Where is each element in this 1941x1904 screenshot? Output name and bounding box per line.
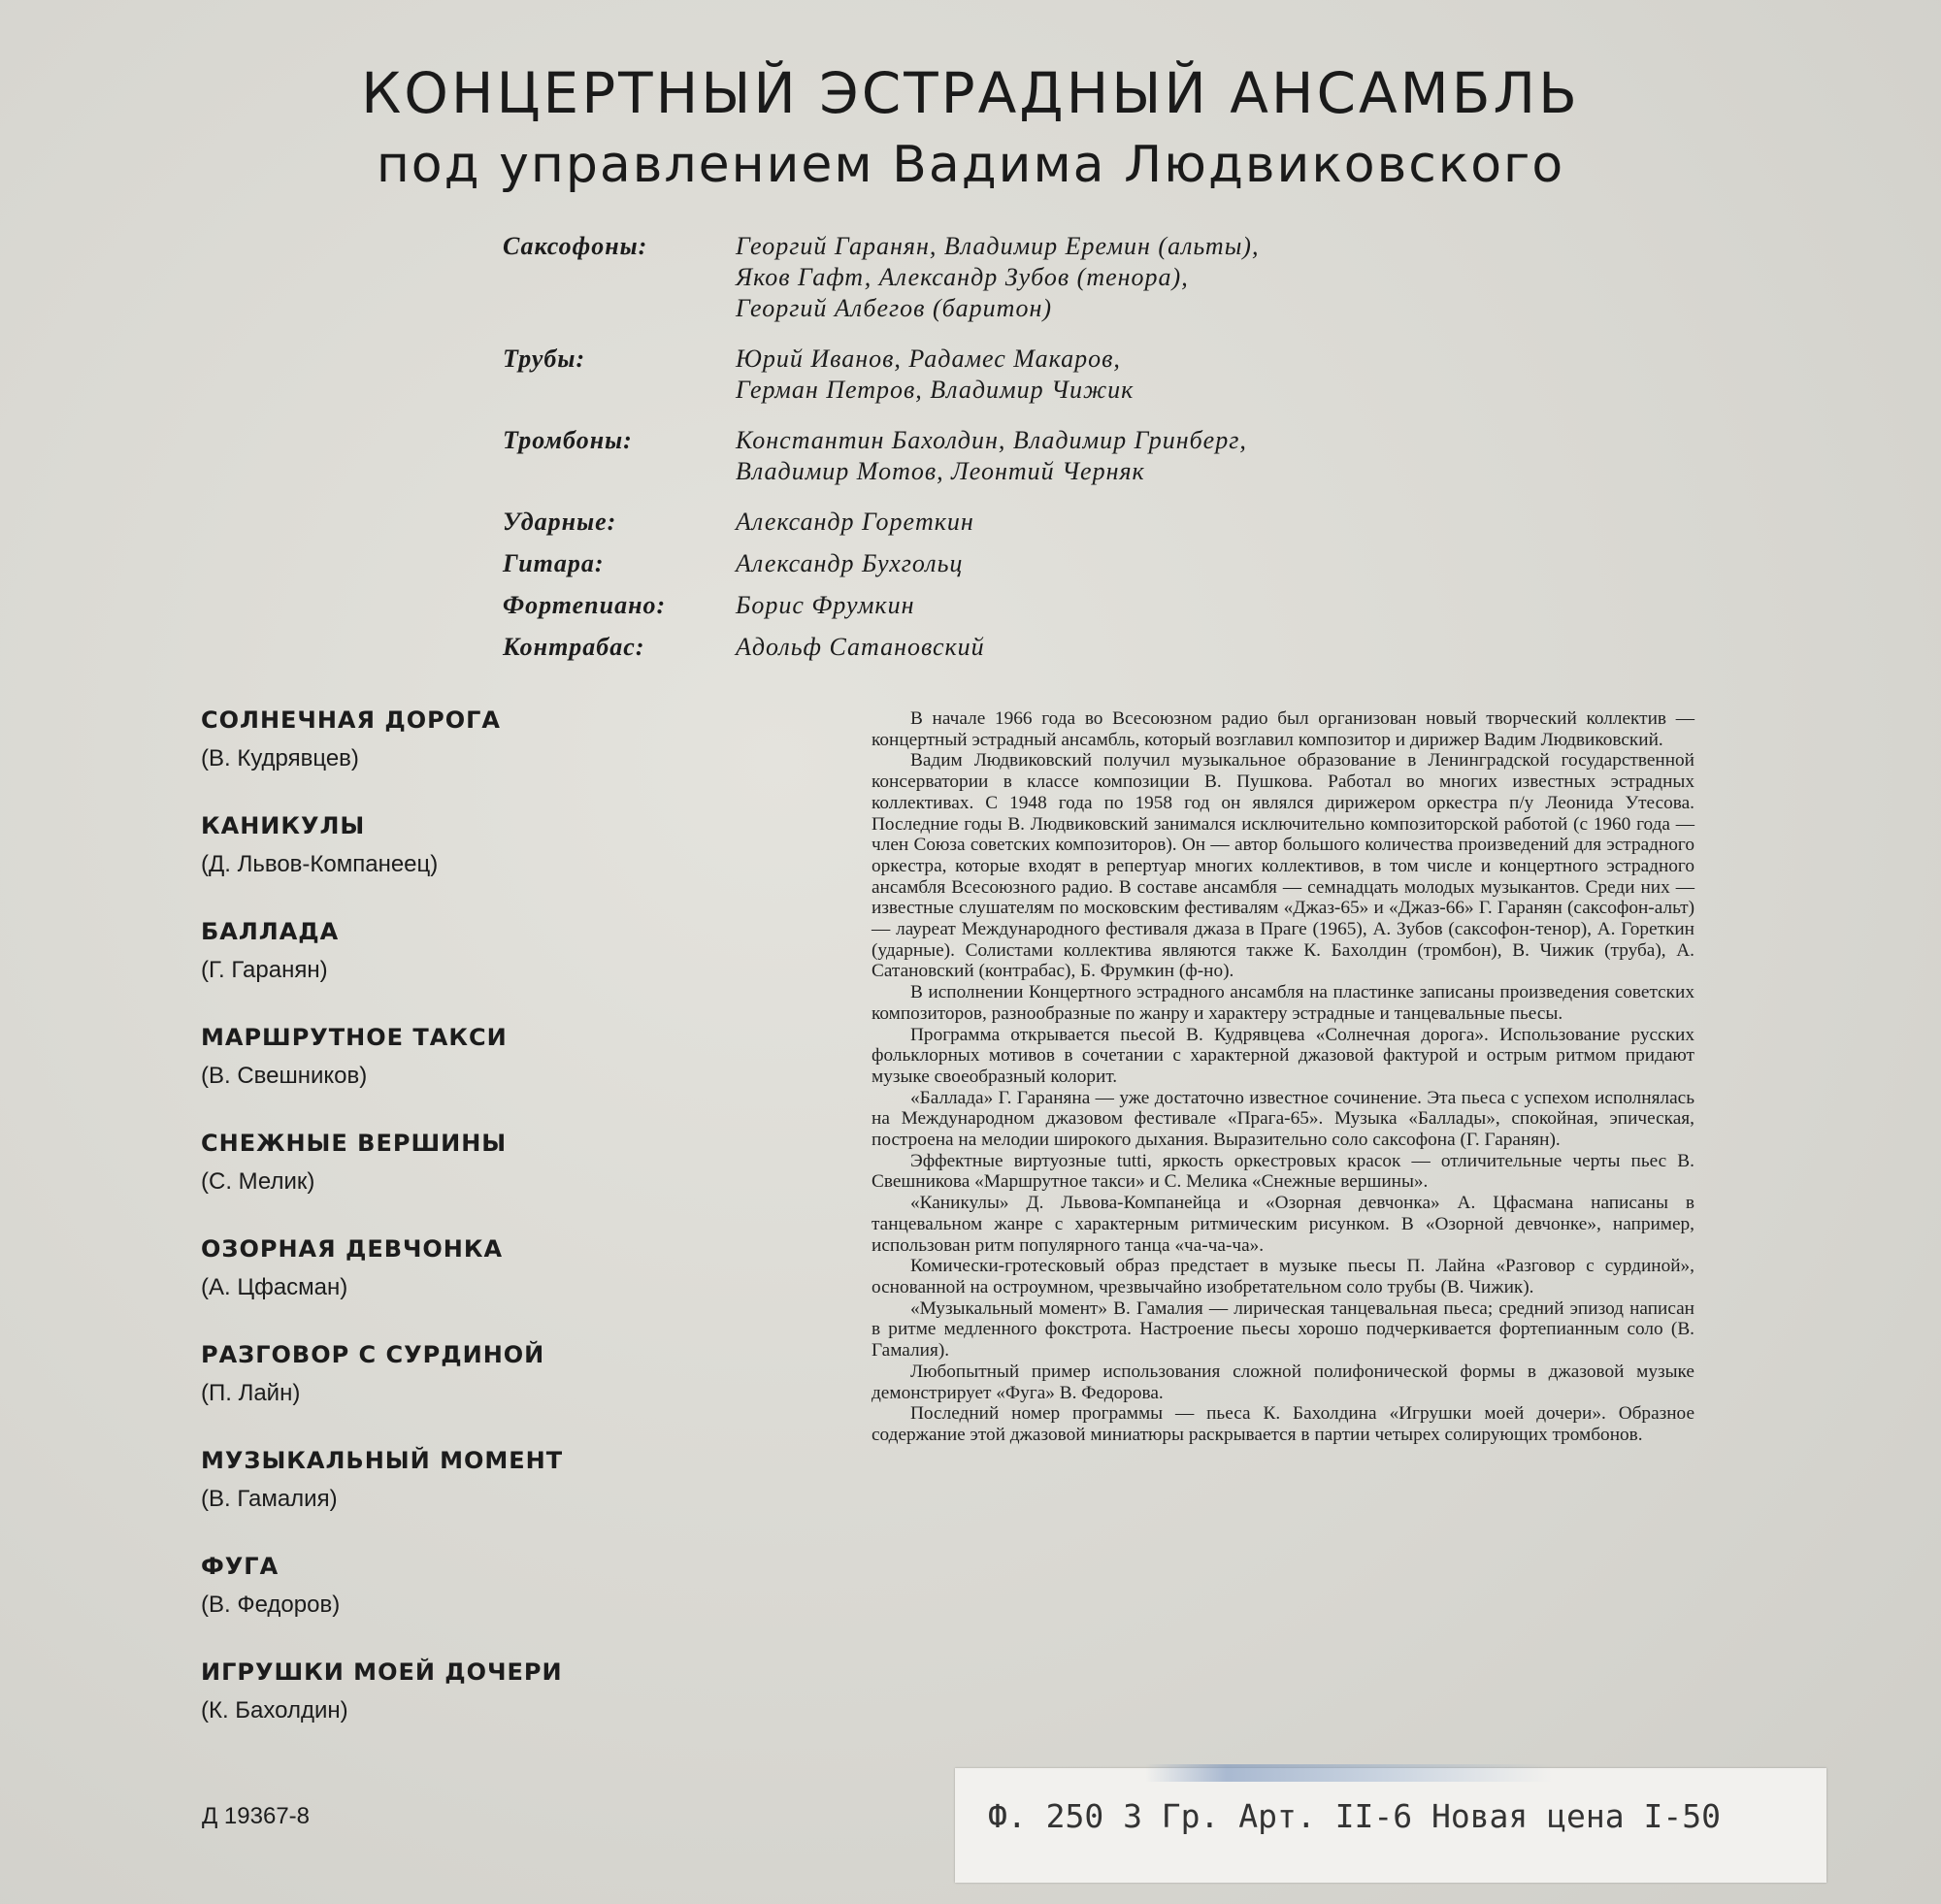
notes-paragraph: «Каникулы» Д. Львова-Компанейца и «Озорная девчонка» А. Цфасмана написаны в танцевальном жанре с характерным ритмическим рисунком. В «Озорной девчонке», например, использован ритм популярного танца «ча-ча-ча». [872, 1193, 1694, 1256]
instrument-label: Саксофоны: [503, 232, 648, 260]
track-item [201, 1230, 744, 1335]
musician-line: Георгий Албегов (баритон) [736, 294, 1053, 322]
track-title: МАРШРУТНОЕ ТАКСИ [201, 1024, 508, 1051]
track-title: ИГРУШКИ МОЕЙ ДОЧЕРИ [201, 1658, 563, 1686]
track-list [201, 701, 744, 1758]
musician-line: Адольф Сатановский [736, 633, 985, 661]
track-composer: (Д. Львов-Компанеец) [201, 851, 439, 877]
musician-names [736, 425, 1454, 487]
catalog-number: Д 19367-8 [202, 1803, 310, 1829]
roster-row-trumpets [503, 344, 1473, 406]
musician-names [736, 231, 1454, 324]
track-composer: (В. Федоров) [201, 1592, 341, 1618]
track-title: БАЛЛАДА [201, 918, 340, 945]
track-item [201, 1124, 744, 1230]
musician-line: Александр Горeткин [736, 508, 974, 536]
track-item [201, 1441, 744, 1547]
instrument-label: Контрабас: [503, 633, 645, 661]
notes-paragraph: Последний номер программы — пьеса К. Бахолдина «Игрушки моей дочери». Образное содержание этой джазовой миниатюры раскрывается в партии четырех солирующих тромбонов. [872, 1403, 1694, 1445]
notes-paragraph: Вадим Людвиковский получил музыкальное образование в Ленинградской государственной консерватории в классе композиции В. Пушкова. Работал во многих известных эстрадных коллективах. С 1948 года по 1958 год он являлся дирижером оркестра п/у Леонида Утесова. Последние годы В. Людвиковский занимался исключительно композиторской работой (с 1960 года — член Союза советских композиторов). Он — автор большого количества произведений для эстрадного оркестра, которые входят в репертуар многих коллективов, в том числе и концертного эстрадного ансамбля Всесоюзного радио. В составе ансамбля — семнадцать молодых музыкантов. Среди них — известные слушателям по московским фестивалям «Джаз-65» и «Джаз-66» Г. Гаранян (саксофон-альт) — лауреат Международного фестиваля джаза в Праге (1965), А. Зубов (саксофон-тенор), А. Горeткин (ударные). Солистами коллектива являются также К. Бахолдин (тромбон), В. Чижик (труба), А. Сатановский (контрабас), Б. Фрумкин (ф-но). [872, 750, 1694, 982]
instrument-label: Трубы: [503, 345, 586, 373]
roster-row-drums [503, 507, 1473, 538]
notes-paragraph: В начале 1966 года во Всесоюзном радио был организован новый творческий коллектив — концертный эстрадный ансамбль, который возглавил композитор и дирижер Вадим Людвиковский. [872, 708, 1694, 750]
track-composer: (П. Лайн) [201, 1380, 301, 1406]
musician-line: Борис Фрумкин [736, 591, 915, 619]
track-composer: (С. Мелик) [201, 1168, 315, 1195]
track-item [201, 912, 744, 1018]
track-item [201, 806, 744, 912]
roster-row-piano [503, 590, 1473, 621]
musician-line: Владимир Мотов, Леонтий Черняк [736, 457, 1145, 485]
notes-paragraph: Программа открывается пьесой В. Кудрявцева «Солнечная дорога». Использование русских фольклорных мотивов в сочетании с характерной джазовой фактурой и острым ритмом придают музыке своеобразный колорит. [872, 1024, 1694, 1087]
notes-paragraph: Комически-гротесковый образ предстает в музыке пьесы П. Лайна «Разговор с сурдиной», основанной на остроумном, чрезвычайно изобретательном соло трубы (В. Чижик). [872, 1256, 1694, 1297]
musician-names [736, 507, 1454, 538]
musician-line: Герман Петров, Владимир Чижик [736, 376, 1135, 404]
instrument-label: Ударные: [503, 508, 617, 536]
musician-line: Яков Гафт, Александр Зубов (тенора), [736, 263, 1189, 291]
musician-line: Юрий Иванов, Радамес Макаров, [736, 345, 1121, 373]
liner-notes [872, 708, 1694, 1446]
track-item [201, 1335, 744, 1441]
track-title: ФУГА [201, 1553, 280, 1580]
notes-paragraph: В исполнении Концертного эстрадного ансамбля на пластинке записаны произведения советских композиторов, разнообразные по жанру и характеру эстрадные и танцевальные пьесы. [872, 982, 1694, 1024]
musician-line: Георгий Гаранян, Владимир Еремин (альты), [736, 232, 1260, 260]
musician-line: Александр Бухгольц [736, 549, 964, 577]
track-item [201, 1547, 744, 1653]
track-title: СНЕЖНЫЕ ВЕРШИНЫ [201, 1130, 508, 1157]
instrument-label: Тромбоны: [503, 426, 633, 454]
track-title: КАНИКУЛЫ [201, 812, 366, 839]
sticker-tape-mark [1145, 1764, 1553, 1782]
musician-names [736, 548, 1454, 579]
track-composer: (К. Бахолдин) [201, 1697, 348, 1723]
musician-names [736, 344, 1454, 406]
musician-names [736, 632, 1454, 663]
notes-paragraph: «Музыкальный момент» В. Гамалия — лирическая танцевальная пьеса; средний эпизод написан в ритме медленного фокстрота. Настроение пьесы хорошо подчеркивается фортепианным соло (В. Гамалия). [872, 1297, 1694, 1362]
track-composer: (В. Свешников) [201, 1063, 368, 1089]
track-title: ОЗОРНАЯ ДЕВЧОНКА [201, 1235, 504, 1263]
track-item [201, 1653, 744, 1758]
conductor-subtitle: под управлением Вадима Людвиковского [376, 136, 1565, 194]
track-item [201, 1018, 744, 1124]
track-title: МУЗЫКАЛЬНЫЙ МОМЕНТ [201, 1447, 564, 1474]
roster-row-saxophones [503, 231, 1473, 324]
instrument-label: Гитара: [503, 549, 605, 577]
track-title: РАЗГОВОР С СУРДИНОЙ [201, 1341, 545, 1368]
track-composer: (В. Гамалия) [201, 1486, 338, 1512]
track-item [201, 701, 744, 806]
track-composer: (Г. Гаранян) [201, 957, 328, 983]
track-composer: (В. Кудрявцев) [201, 745, 359, 771]
price-sticker-text: Ф. 250 3 Гр. Арт. II-6 Новая цена I-50 [988, 1797, 1721, 1835]
musician-roster [503, 231, 1473, 673]
notes-paragraph: Эффектные виртуозные tutti, яркость оркестровых красок — отличительные черты пьес В. Свешникова «Маршрутное такси» и С. Мелика «Снежные вершины». [872, 1150, 1694, 1193]
roster-row-trombones [503, 425, 1473, 487]
musician-line: Константин Бахолдин, Владимир Гринберг, [736, 426, 1247, 454]
ensemble-title: КОНЦЕРТНЫЙ ЭСТРАДНЫЙ АНСАМБЛЬ [361, 60, 1580, 126]
track-composer: (А. Цфасман) [201, 1274, 348, 1300]
track-title: СОЛНЕЧНАЯ ДОРОГА [201, 706, 501, 734]
notes-paragraph: Любопытный пример использования сложной полифонической формы в джазовой музыке демонстрирует «Фуга» В. Федорова. [872, 1361, 1694, 1403]
musician-names [736, 590, 1454, 621]
notes-paragraph: «Баллада» Г. Гараняна — уже достаточно известное сочинение. Эта пьеса с успехом исполнялась на Международном джазовом фестивале «Прага-65». Музыка «Баллады», спокойная, эпическая, построена на мелодии широкого дыхания. Выразительно соло саксофона (Г. Гаранян). [872, 1087, 1694, 1151]
roster-row-double-bass [503, 632, 1473, 663]
instrument-label: Фортепиано: [503, 591, 667, 619]
roster-row-guitar [503, 548, 1473, 579]
